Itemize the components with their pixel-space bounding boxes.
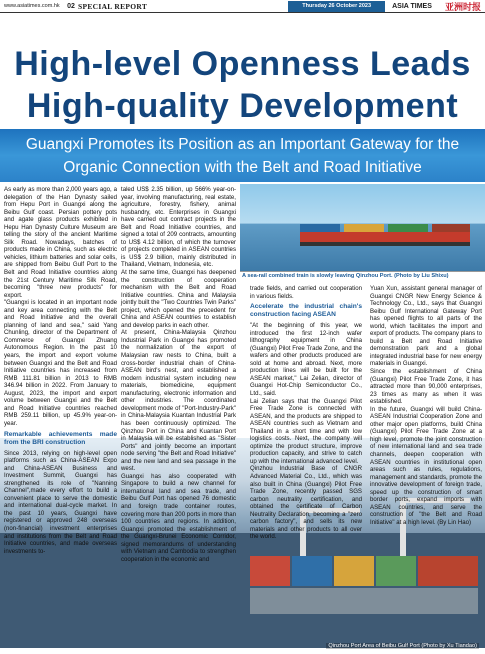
paragraph: Since 2013, relying on high-level open platforms such as China-ASEAN Expo and China-ASEAN Business and Investment Summit, Guangxi has strengthened its role of "Nanning Channel",made every effort to build a convenient place to serve the domestic and international dual-cycle market. In the past 10 years, Guangxi have registered or approved 248 overseas (non-financial) investment enterprises and institutions from the Belt and Road Initiative countries, and made overseas investments to- [4,449,117,555]
paragraph: As early as more than 2,000 years ago, a delegation of the Han Dynasty sailed from Hepu Port in Guangxi along the Beibu Gulf coast. Persian pottery pots and agate glass products exhibited in Hepu Han Dynasty Culture Museum are telling the story of the ancient Maritime Silk Road. Nowadays, batches of products made in China, such as electric vehicles, lithium batteries and solar cells, are shipped from Beibu Gulf Port to the Belt and Road Initiative countries along the 21st Century Maritime Silk Road, becoming "three new products" for export. [4,186,117,299]
paragraph: Qinzhou Industrial Base of CNGR Advanced Material Co., Ltd., which was also built in China (Guangxi) Pilot Free Trade Zone, recently passed SGS carbon neutrality certification, and obtained the certificate of Carbon Neutrality Declaration, becoming a "zero carbon factory", and sells its new materials and other products to all over the world. [250,465,362,541]
paragraph: Since the establishment of China (Guangxi) Pilot Free Trade Zone, it has attracted more than 90,000 enterprises, 23 times as many as when it was established. [370,368,482,406]
issue-date: Thursday 26 October 2023 [288,1,385,12]
page-number: 02 [67,2,75,10]
paper-logo: 亚洲时报 [444,2,481,13]
headline-line-2: High-quality Development [26,87,459,125]
article-column-2 [121,186,236,563]
page-header [0,0,485,13]
section-heading: Remarkable achievements made from the BRI construction [4,430,117,446]
subheadline [0,129,485,182]
subheadline-line-2: Organic Connection with the Belt and Road Initiative [63,159,422,176]
paragraph: Guangxi has also cooperated with Singapore to build a new channel for international land and sea trade, and Beibu Gulf Port has opened 76 domestic and foreign trade container routes, covering more than 200 ports in more than 100 countries and regions. In addition, Guangxi promoted the establishment of the Guangxi-Brunei Economic Corridor, signed memorandums of understanding with Vietnam and Cambodia to strengthen cooperation in the economic and [121,472,236,563]
paragraph: "Guangxi is located in an important node and key area connecting with the Belt and Road Initiative and the overall planning of land and sea," said Yang Chunling, director of the Department of Commerce of Guangxi Zhuang Autonomous Region. In the past 10 years, the import and export volume between Guangxi and the Belt and Road Initiative countries has increased from RMB 111.81 billion in 2013 to RMB 346.94 billion in 2022. From January to August, 2023, the import and export volume between Guangxi and the Belt and Road Initiative countries reached RMB 259.11 billion, up 45.9% year-on-year. [4,299,117,427]
top-photo-caption: A sea-rail combined train is slowly leaving Qinzhou Port. (Photo by Liu Shixu) [242,273,449,279]
paragraph: Yuan Xun, assistant general manager of Guangxi CNGR New Energy Science & Technology Co., Ltd., says that Guangxi Beibu Gulf International Gateway Port has opened flights to all parts of the world, which facilitates the import and export of products. The company plans to build a Belt and Road Initiative demonstration park and a global integrated industrial base for new energy materials in Guangxi. [370,285,483,368]
paragraph: In the future, Guangxi will build China-ASEAN Industrial Cooperation Zone and other major open platforms, build China (Guangxi) Pilot Free Trade Zone at a high level, promote the joint construction of new international land and sea trade channels, deepen cooperation with ASEAN countries in institutional open areas such as rules, regulations, management and standards, promote the innovative development of foreign trade, speed up the construction of smart border ports, expand imports with ASEAN countries, and serve the construction of "the Belt and Road Initiative" at a high level. (By Lin Hao) [370,405,482,526]
paragraph: taled US$ 2.35 billion, up 566% year-on-year, involving manufacturing, real estate, agriculture, forestry, fishery, animal husbandry, etc. Enterprises in Guangxi have carried out contract projects in the Belt and Road Initiative countries, and signed a total of 209 contracts, amounting to US$ 4.12 billion, of which the turnover of projects completed in ASEAN countries is US$ 2.9 billion, mainly distributed in Thailand, Vietnam, Indonesia, etc. [121,186,236,269]
paragraph: At present, China-Malaysia Qinzhou Industrial Park in Guangxi has promoted the normalization of the export of Malaysian raw nests to China, built a cross-border industrial chain of China-ASEAN bird's nest, and established a modern industrial system including new materials, biomedicine, equipment manufacturing, electronic information and other industries. The coordinated development mode of "Port-Industry-Park" in China-Malaysia Kuantan Industrial Park has been continuously optimized. The Qinzhou Port in China and Kuantan Port in Malaysia will be established as "Sister Ports" and jointly become an important node serving "the Belt and Road Initiative" and the new land and sea passage in the west. [121,329,236,473]
bottom-photo-caption: Qinzhou Port Area of Beibu Gulf Port (Photo by Xu Tiandao) [328,643,477,649]
train-illustration [300,212,470,258]
headline-line-1: High-level Openness Leads [14,45,471,83]
sea-rail-train-photo [240,184,485,272]
article-column-3 [250,285,362,541]
article-column-4 [370,285,483,526]
section-heading: Accelerate the industrial chain's construction facing ASEAN [250,303,362,319]
subheadline-line-1: Guangxi Promotes its Position as an Important Gateway for the [25,136,460,153]
paragraph: trade fields, and carried out cooperation in various fields. [250,285,362,300]
article-column-1 [4,186,117,640]
paragraph: Lai Zelian says that the Guangxi Pilot Free Trade Zone is connected with ASEAN, and the products are shipped to ASEAN countries such as Vietnam and Thailand in a short time and with low logistics costs. Next, the company will optimize the product structure, improve production capacity, and strive to catch up with the international advanced level. [250,397,362,465]
section-label: SPECIAL REPORT [78,1,148,11]
paper-name: ASIA TIMES [392,2,432,10]
paragraph: At the same time, Guangxi has deepened the construction of cooperation mechanism with the Belt and Road Initiative countries. China and Malaysia jointly built the "Two Countries Twin Parks" project, which opened the precedent for China and ASEAN countries to establish and develop parks in each other. [121,269,236,329]
paragraph: "At the beginning of this year, we introduced the first 12-inch wafer lithography equipment in China (Guangxi) Pilot Free Trade Zone, and the wafers and other products produced are sold at home and abroad. Next, more production lines will be built for the ASEAN market," Lai Zelian, director of Guangxi Hot-Chip Semiconductor Co., Ltd., said. [250,322,362,398]
site-url[interactable]: www.asiatimes.com.hk [4,3,60,9]
